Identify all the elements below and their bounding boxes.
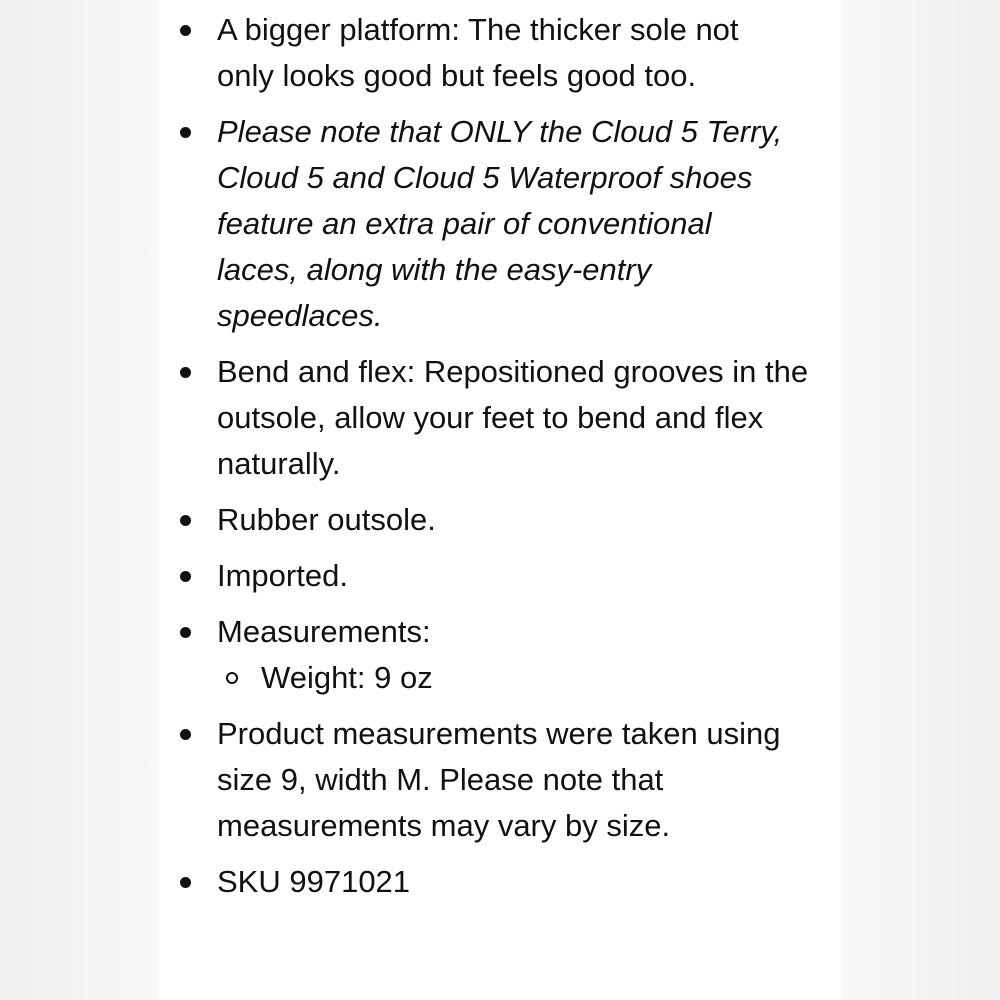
- bullet-icon: [180, 127, 191, 138]
- bullet-icon: [180, 627, 191, 638]
- sublist-item-weight: [217, 655, 797, 701]
- bullet-icon: [180, 877, 191, 888]
- bullet-icon: [180, 571, 191, 582]
- weight-text: Weight: 9 oz: [261, 660, 433, 695]
- sub-bullet-icon: [226, 672, 238, 684]
- list-item-text: Product measurements were taken using size 9, width M. Please note that measurements may vary by size.: [217, 716, 781, 843]
- sku-text: SKU 9971021: [217, 864, 411, 899]
- list-item-bend-flex: [158, 349, 817, 487]
- list-item-platform: [158, 7, 797, 99]
- list-item-text: Rubber outsole.: [217, 502, 436, 537]
- list-item-text: Bend and flex: Repositioned grooves in the outsole, allow your feet to bend and flex naturally.: [217, 354, 809, 481]
- list-item-sku: [158, 859, 797, 905]
- product-details-list: [158, 7, 842, 915]
- product-details-panel: [158, 0, 842, 1000]
- list-item-outsole: [158, 497, 797, 543]
- list-item-measurements: [158, 609, 797, 701]
- bullet-icon: [180, 367, 191, 378]
- measurements-label: Measurements:: [217, 614, 431, 649]
- bullet-icon: [180, 515, 191, 526]
- list-item-laces-note: [158, 109, 797, 339]
- bullet-icon: [180, 25, 191, 36]
- list-item-text: A bigger platform: The thicker sole not only looks good but feels good too.: [217, 12, 739, 93]
- list-item-measurement-note: [158, 711, 797, 849]
- list-item-imported: [158, 553, 797, 599]
- measurements-sublist: [217, 655, 797, 701]
- list-item-text: Please note that ONLY the Cloud 5 Terry, Cloud 5 and Cloud 5 Waterproof shoes feature an extra pair of conventional laces, along with the easy-entry speedlaces.: [217, 114, 783, 333]
- list-item-text: Imported.: [217, 558, 348, 593]
- bullet-icon: [180, 729, 191, 740]
